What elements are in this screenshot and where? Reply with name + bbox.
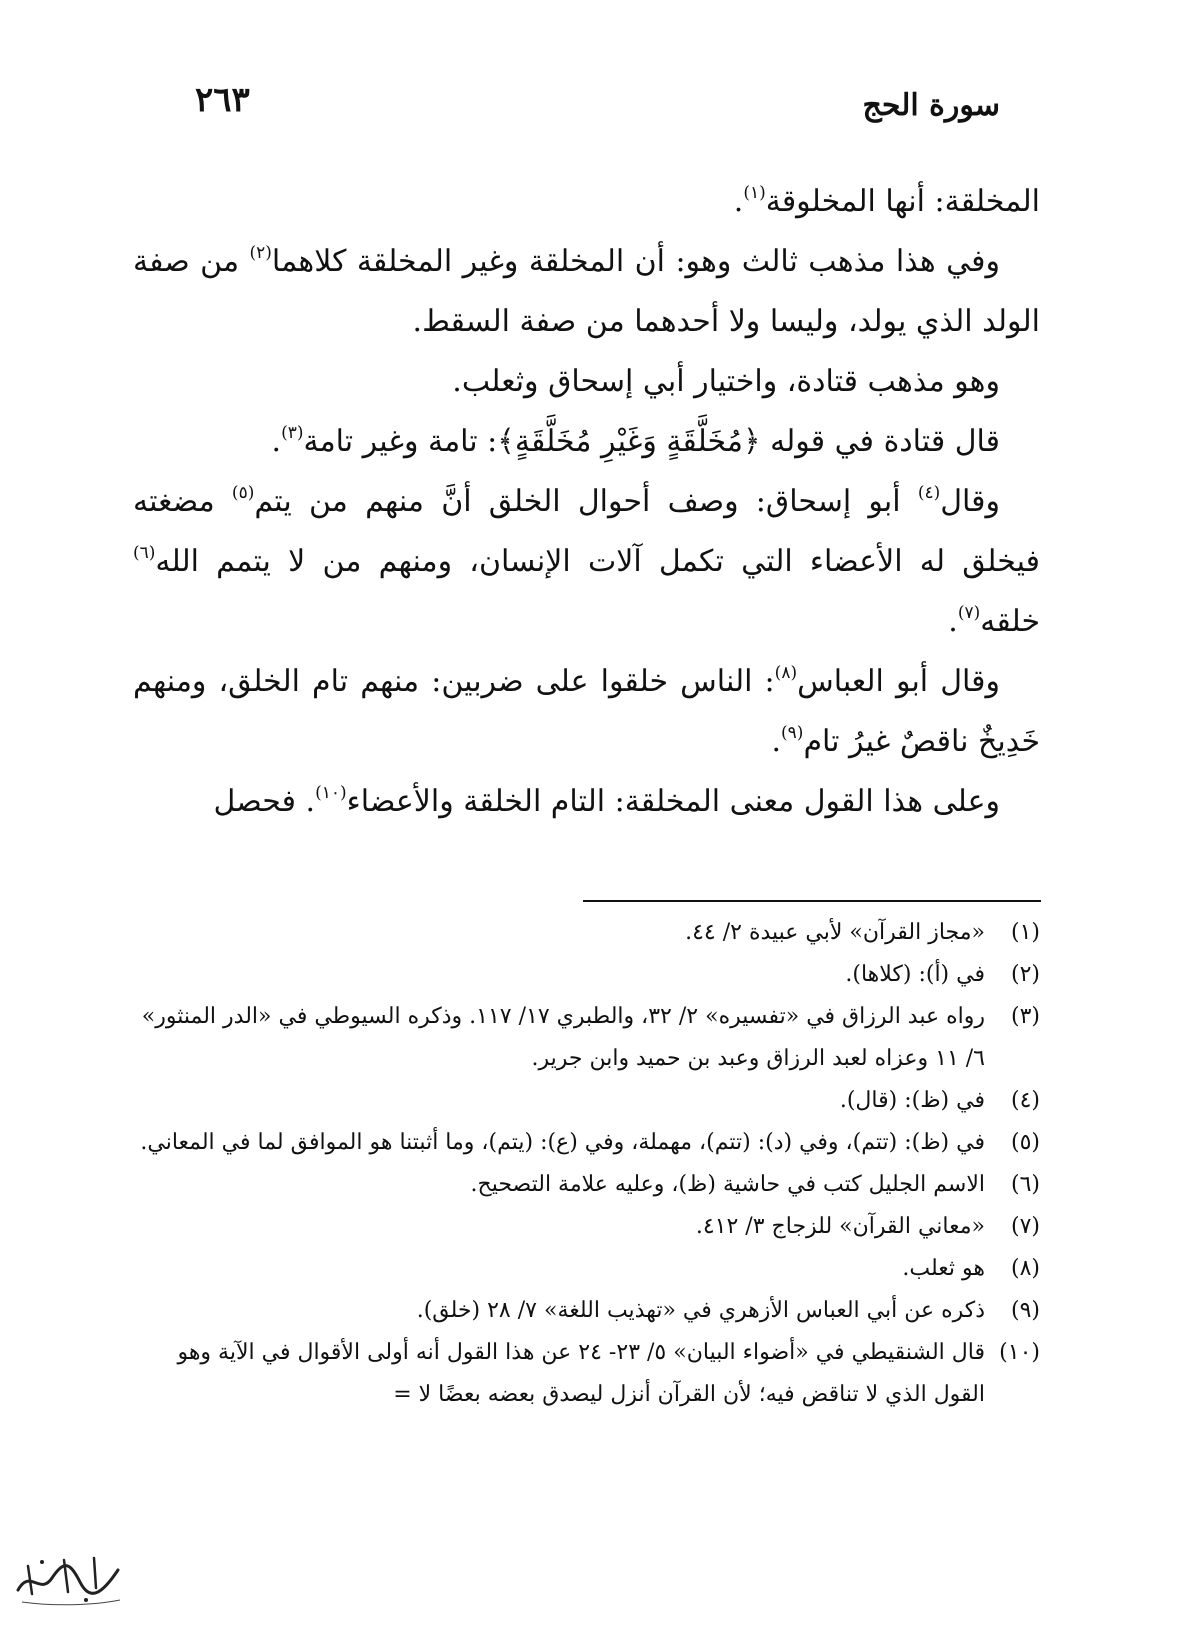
footnote-text: في (ظ): (قال). xyxy=(839,1088,985,1113)
text-run: : الناس خلقوا على ضربين: منهم تام الخلق، ومنهم خَدِيخٌ ناقصٌ غيرُ تام xyxy=(133,664,1040,759)
paragraph-7 xyxy=(133,772,1040,832)
text-run: وفي هذا مذهب ثالث وهو: أن المخلقة وغير المخلقة كلاهما xyxy=(271,244,1000,279)
paragraph-2 xyxy=(133,232,1040,352)
footnote-2 xyxy=(133,954,1040,996)
footnote-text: هو ثعلب. xyxy=(902,1256,985,1281)
footnote-number: (٢) xyxy=(1010,962,1040,987)
main-text xyxy=(133,172,1040,832)
footnote-ref[interactable]: (٨) xyxy=(774,663,798,683)
footnote-number: (٣) xyxy=(1010,1004,1040,1029)
footnote-ref[interactable]: (٧) xyxy=(957,603,981,623)
text-run: . xyxy=(948,604,958,639)
footnote-ref[interactable]: (١٠) xyxy=(315,783,347,803)
footnote-ref[interactable]: (٢) xyxy=(249,243,272,263)
paragraph-1 xyxy=(133,172,1040,232)
footnote-4 xyxy=(133,1080,1040,1122)
footnote-text: قال الشنقيطي في «أضواء البيان» ٥/ ٢٣- ٢٤ عن هذا القول أنه أولى الأقوال في الآية وهو القول الذي لا تناقض فيه؛ لأن القرآن أنزل ليصدق بعضه بعضًا لا = xyxy=(177,1340,985,1407)
text-run: وعلى هذا القول معنى المخلقة: التام الخلقة والأعضاء xyxy=(346,784,1000,819)
footnote-number: (١) xyxy=(1010,920,1040,945)
text-run: خلقه xyxy=(980,604,1040,639)
text-run: مضغته فيخلق له الأعضاء التي تكمل آلات الإنسان، ومنهم من لا يتمم الله xyxy=(133,484,1040,579)
footnote-9 xyxy=(133,1290,1040,1332)
footnote-text: رواه عبد الرزاق في «تفسيره» ٢/ ٣٢، والطبري ١٧/ ١١٧. وذكره السيوطي في «الدر المنثور» ٦/ ١١ وعزاه لعبد الرزاق وعبد بن حميد وابن جرير. xyxy=(141,1004,985,1071)
footnote-ref[interactable]: (٤) xyxy=(917,483,941,503)
footnote-text: ذكره عن أبي العباس الأزهري في «تهذيب اللغة» ٧/ ٢٨ (خلق). xyxy=(416,1298,985,1323)
footnotes xyxy=(133,912,1040,1416)
footnote-ref[interactable]: (٩) xyxy=(781,723,804,743)
text-run: من صفة الولد الذي يولد، وليسا ولا أحدهما من صفة السقط. xyxy=(133,244,1040,339)
footnote-number: (٨) xyxy=(1010,1256,1040,1281)
footnote-10 xyxy=(133,1332,1040,1416)
footnote-text: في (ظ): (تتم)، وفي (د): (تتم)، مهملة، وفي (ع): (يتم)، وما أثبتنا هو الموافق لما في المعاني. xyxy=(140,1130,985,1155)
text-run: . xyxy=(271,424,282,459)
text-run: وقال أبو العباس xyxy=(797,664,1000,699)
footnote-text: «مجاز القرآن» لأبي عبيدة ٢/ ٤٤. xyxy=(685,920,985,945)
text-run: المخلقة: أنها المخلوقة xyxy=(765,184,1040,219)
text-run: . فحصل xyxy=(213,784,316,819)
text-run: وقال xyxy=(940,484,1000,519)
paragraph-3: وهو مذهب قتادة، واختيار أبي إسحاق وثعلب. xyxy=(452,364,1000,399)
footnote-number: (٤) xyxy=(1010,1088,1040,1113)
footnote-text: في (أ): (كلاها). xyxy=(845,962,985,987)
text-run: . xyxy=(771,724,782,759)
footnote-7 xyxy=(133,1206,1040,1248)
footnote-number: (١٠) xyxy=(999,1340,1040,1365)
text-run: . xyxy=(733,184,744,219)
paragraph-5 xyxy=(133,472,1040,652)
footnote-text: «معاني القرآن» للزجاج ٣/ ٤١٢. xyxy=(695,1214,985,1239)
footnote-1 xyxy=(133,912,1040,954)
page-header xyxy=(195,80,1000,140)
footnote-8 xyxy=(133,1248,1040,1290)
calligraphy-logo-icon xyxy=(10,1548,130,1608)
text-run: قال قتادة في قوله ﴿مُخَلَّقَةٍ وَغَيْرِ مُخَلَّقَةٍ﴾: تامة وغير تامة xyxy=(303,424,1000,459)
footnote-ref[interactable]: (٦) xyxy=(133,543,156,563)
footnote-number: (٥) xyxy=(1010,1130,1040,1155)
paragraph-6 xyxy=(133,652,1040,772)
running-head: سورة الحج xyxy=(862,88,1000,123)
footnote-number: (٧) xyxy=(1010,1214,1040,1239)
footnote-number: (٦) xyxy=(1010,1172,1040,1197)
footnote-ref[interactable]: (٥) xyxy=(231,483,255,503)
footnote-3 xyxy=(133,996,1040,1080)
footnote-5 xyxy=(133,1122,1040,1164)
footnote-text: الاسم الجليل كتب في حاشية (ظ)، وعليه علامة التصحيح. xyxy=(470,1172,985,1197)
calligraphy-logo-icon xyxy=(10,1548,130,1608)
footnote-number: (٩) xyxy=(1010,1298,1040,1323)
footnote-separator xyxy=(583,900,1041,902)
text-run: أبو إسحاق: وصف أحوال الخلق أنَّ منهم من يتم xyxy=(254,484,918,519)
footnote-ref[interactable]: (٣) xyxy=(281,423,304,443)
page-number: ٢٦٣ xyxy=(195,80,250,120)
footnote-6 xyxy=(133,1164,1040,1206)
paragraph-4 xyxy=(133,412,1040,472)
footnote-ref[interactable]: (١) xyxy=(743,183,766,203)
